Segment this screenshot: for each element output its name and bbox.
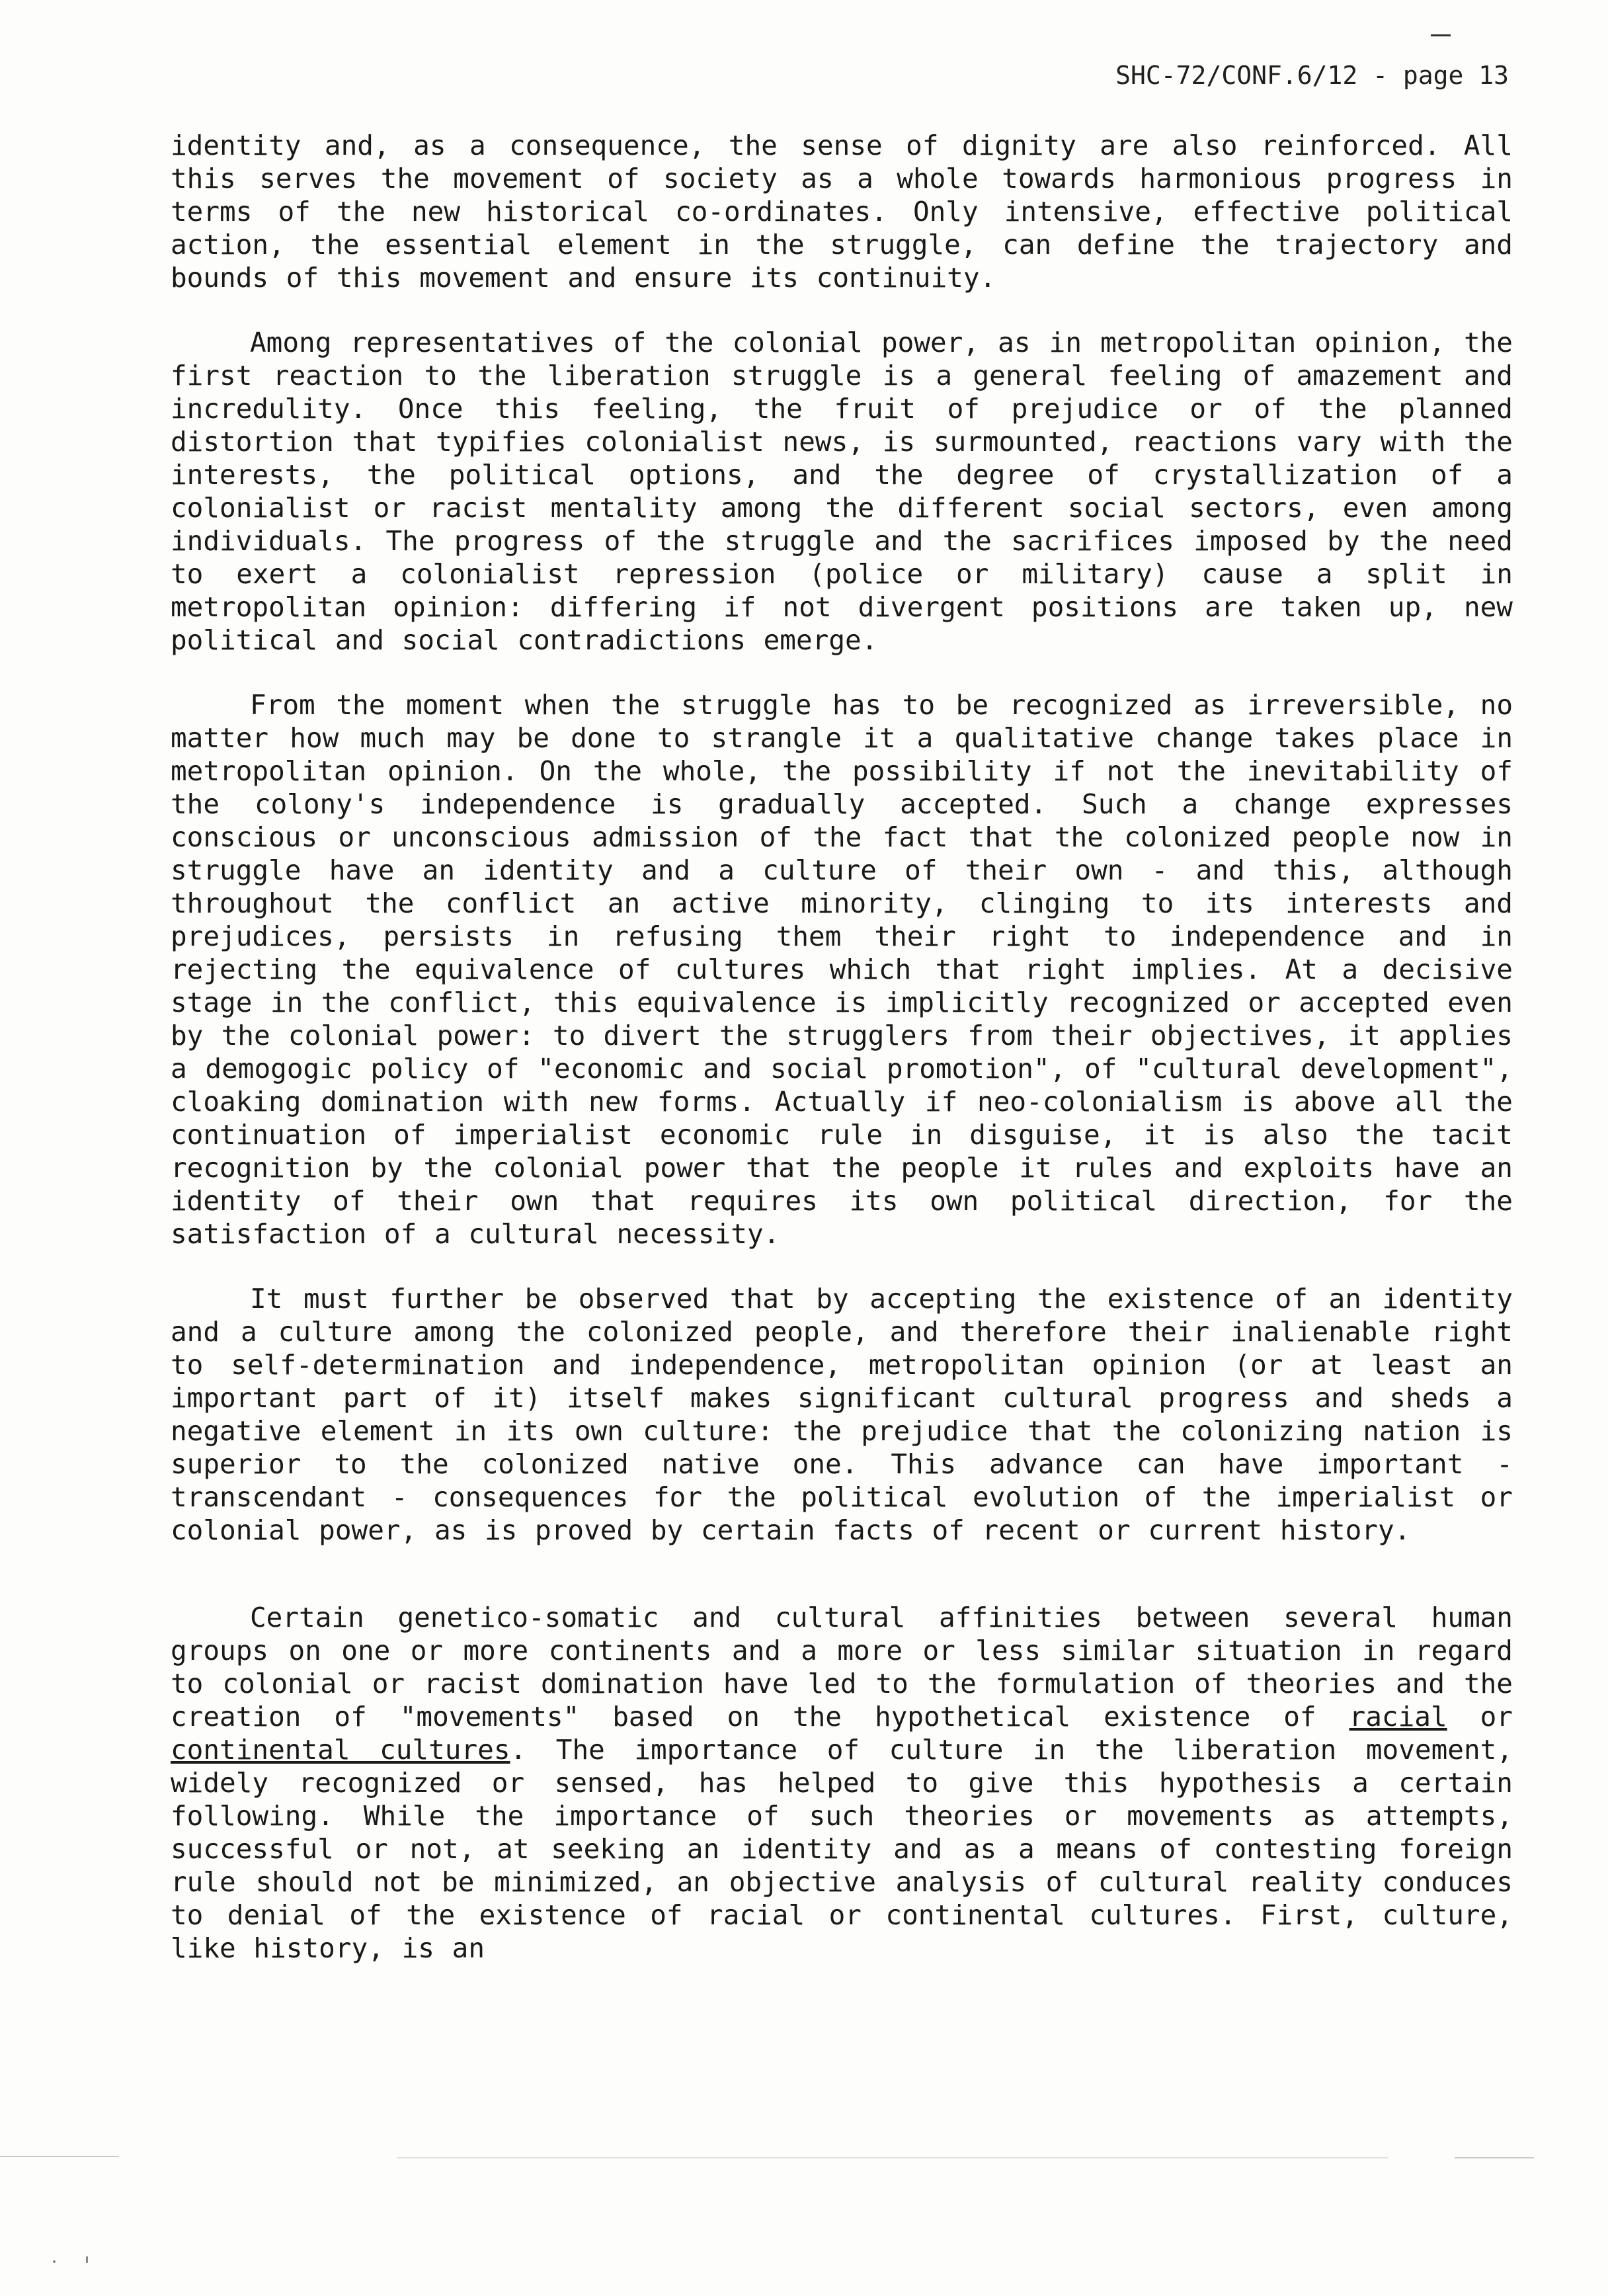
paragraph-1: identity and, as a consequence, the sense of dignity are also reinforced. All this serves the movement of society as a whole towards harmonious progress in terms of the new historical co-ordinates. Only intensive, effective political action, the essential element in the struggle, can define the trajectory and bounds of this movement and ensure its continuity. [171,130,1513,294]
underlined-continental-cultures: continental cultures [171,1734,510,1766]
underlined-racial: racial [1349,1701,1447,1733]
header-dash-mark [1431,34,1451,36]
paragraph-5-text-a: Certain genetico-somatic and cultural affinities between several human groups on one or more continents and a more or less similar situation in regard to colonial or racist domination have led to the formulation of theories and the creation of "movements" based on the hypothetical existence of [171,1602,1513,1733]
scan-edge-line-right [1455,2157,1534,2158]
document-body [171,129,1513,1996]
paragraph-4: It must further be observed that by accepting the existence of an identity and a culture among the colonized people, and therefore their inalienable right to self-determination and independence, metropolitan opinion (or at least an important part of it) itself makes significant cultural progress and sheds a negative element in its own culture: the prejudice that the colonizing nation is superior to the colonized native one. This advance can have important - transcendant - consequences for the political evolution of the imperialist or colonial power, as is proved by certain facts of recent or current history. [171,1283,1513,1546]
page-header: SHC-72/CONF.6/12 - page 13 [1115,61,1509,90]
paragraph-2: Among representatives of the colonial power, as in metropolitan opinion, the first reaction to the liberation struggle is a general feeling of amazement and incredulity. Once this feeling, the fruit of prejudice or of the planned distortion that typifies colonialist news, is surmounted, reactions vary with the interests, the political options, and the degree of crystallization of a colonialist or racist mentality among the different social sectors, even among individuals. The progress of the struggle and the sacrifices imposed by the need to exert a colonialist repression (police or military) cause a split in metropolitan opinion: differing if not divergent positions are taken up, new political and social contradictions emerge. [171,327,1513,656]
scan-edge-line-mid [397,2157,1388,2158]
scan-speck [86,2256,88,2263]
scan-edge-line-left [0,2156,119,2157]
paragraph-5 [171,1601,1513,1965]
paragraph-5-text-c: . The importance of culture in the liberation movement, widely recognized or sensed, has helped to give this hypothesis a certain following. While the importance of such theories or movements as attempts, successful or not, at seeking an identity and as a means of contesting foreign rule should not be minimized, an objective analysis of cultural reality conduces to denial of the existence of racial or continental cultures. First, culture, like history, is an [171,1734,1513,1964]
paragraph-3: From the moment when the struggle has to be recognized as irreversible, no matter how much may be done to strangle it a qualitative change takes place in metropolitan opinion. On the whole, the possibility if not the inevitability of the colony's independence is gradually accepted. Such a change expresses conscious or unconscious admission of the fact that the colonized people now in struggle have an identity and a culture of their own - and this, although throughout the conflict an active minority, clinging to its interests and prejudices, persists in refusing them their right to independence and in rejecting the equivalence of cultures which that right implies. At a decisive stage in the conflict, this equivalence is implicitly recognized or accepted even by the colonial power: to divert the strugglers from their objectives, it applies a demogogic policy of "economic and social promotion", of "cultural development", cloaking domination with new forms. Actually if neo-colonialism is above all the continuation of imperialist economic rule in disguise, it is also the tacit recognition by the colonial power that the people it rules and exploits have an identity of their own that requires its own political direction, for the satisfaction of a cultural necessity. [171,689,1513,1250]
scan-speck [53,2260,56,2263]
paragraph-5-text-b: or [1447,1701,1513,1733]
